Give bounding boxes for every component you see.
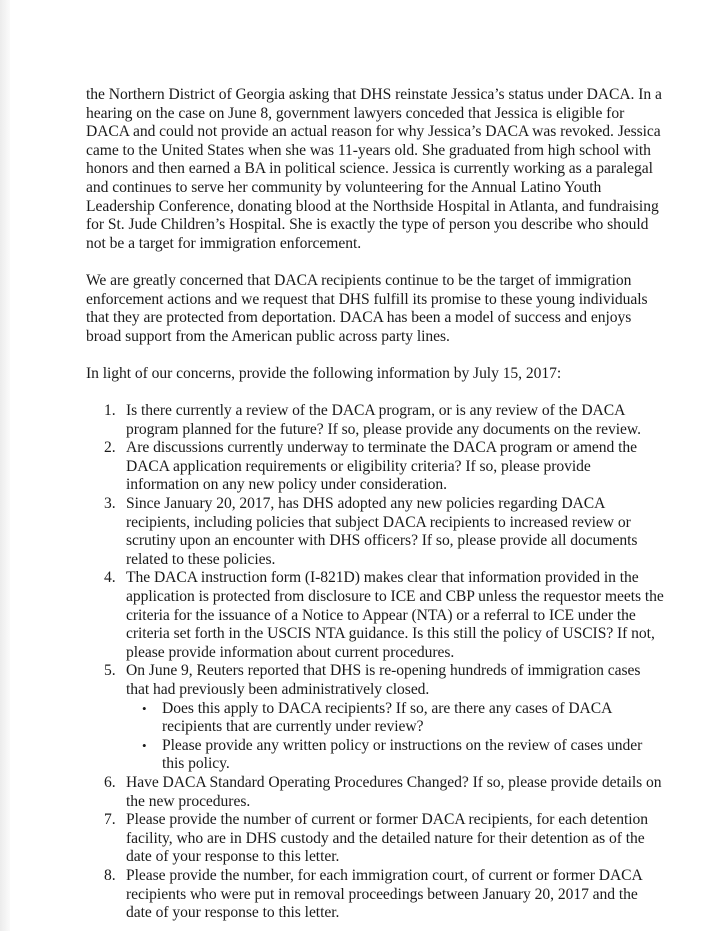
question-number: 8. bbox=[104, 866, 116, 884]
question-number: 6. bbox=[104, 773, 116, 791]
paragraph-request-intro: In light of our concerns, provide the following information by July 15, 2017: bbox=[86, 364, 562, 382]
question-item bbox=[104, 439, 666, 495]
question-item bbox=[104, 773, 666, 811]
sub-question-text: Does this apply to DACA recipients? If so, are there any cases of DACA recipients that are currently under review? bbox=[162, 699, 612, 736]
question-item bbox=[104, 811, 666, 867]
question-text: Is there currently a review of the DACA program, or is any review of the DACA program planned for the future? If so, please provide any documents on the review. bbox=[126, 402, 641, 438]
question-item bbox=[104, 495, 666, 569]
scan-edge-shadow bbox=[0, 0, 10, 931]
question-item bbox=[104, 402, 666, 439]
letter-page bbox=[86, 86, 666, 923]
questions-list bbox=[86, 402, 666, 923]
question-text: The DACA instruction form (I-821D) makes clear that information provided in the application is protected from disclosure to ICE and CBP unless the requestor meets the criteria for the issuance of a Notice to Appear (NTA) or a referral to ICE under the criteria set forth in the USCIS NTA guidance. Is this still the policy of USCIS? If not, please provide information about current procedures. bbox=[126, 569, 664, 661]
paragraph-jessica-case: the Northern District of Georgia asking that DHS reinstate Jessica’s status under DACA. In a hearing on the case on June 8, government lawyers conceded that Jessica is eligible for DACA and could not provide an actual reason for why Jessica’s DACA was revoked. Jessica came to the United States when she was 11-years old. She graduated from high school with honors and then earned a BA in political science. Jessica is currently working as a paralegal and continues to serve her community by volunteering for the Annual Latino Youth Leadership Conference, donating blood at the Northside Hospital in Atlanta, and fundraising for St. Jude Children’s Hospital. She is exactly the type of person you describe who should not be a target for immigration enforcement. bbox=[86, 86, 662, 252]
question-number: 4. bbox=[104, 569, 116, 587]
question-number: 1. bbox=[104, 402, 116, 420]
question-text: Are discussions currently underway to terminate the DACA program or amend the DACA application requirements or eligibility criteria? If so, please provide information on any new policy under consideration. bbox=[126, 439, 638, 494]
sub-question-text: Please provide any written policy or instructions on the review of cases under this policy. bbox=[162, 736, 643, 773]
question-number: 7. bbox=[104, 811, 116, 829]
bullet-icon: • bbox=[142, 737, 147, 753]
question-item bbox=[104, 866, 666, 923]
sub-question-item bbox=[142, 736, 666, 774]
question-number: 5. bbox=[104, 662, 116, 680]
question-number: 3. bbox=[104, 495, 116, 513]
question-text: Please provide the number, for each immigration court, of current or former DACA recipients who were put in removal proceedings between January 20, 2017 and the date of your response to this letter. bbox=[126, 866, 642, 922]
question-text: Have DACA Standard Operating Procedures Changed? If so, please provide details on the new procedures. bbox=[126, 773, 662, 810]
question-text: On June 9, Reuters reported that DHS is re-opening hundreds of immigration cases that had previously been administratively closed. bbox=[126, 662, 641, 698]
sub-question-list bbox=[126, 700, 666, 774]
paragraph-concern: We are greatly concerned that DACA recipients continue to be the target of immigration enforcement actions and we request that DHS fulfill its promise to these young individuals that they are protected from deportation. DACA has been a model of success and enjoys broad support from the American public across party lines. bbox=[86, 271, 648, 345]
question-item bbox=[104, 662, 666, 774]
question-text: Since January 20, 2017, has DHS adopted any new policies regarding DACA recipients, including policies that subject DACA recipients to increased review or scrutiny upon an encounter with DHS officers? If so, please provide all documents related to these policies. bbox=[126, 495, 638, 568]
question-item bbox=[104, 569, 666, 662]
sub-question-item bbox=[142, 699, 666, 737]
question-text: Please provide the number of current or former DACA recipients, for each detention facility, who are in DHS custody and the detailed nature for their detention as of the date of your response to this letter. bbox=[126, 811, 649, 866]
bullet-icon: • bbox=[142, 700, 147, 716]
question-number: 2. bbox=[104, 439, 116, 457]
